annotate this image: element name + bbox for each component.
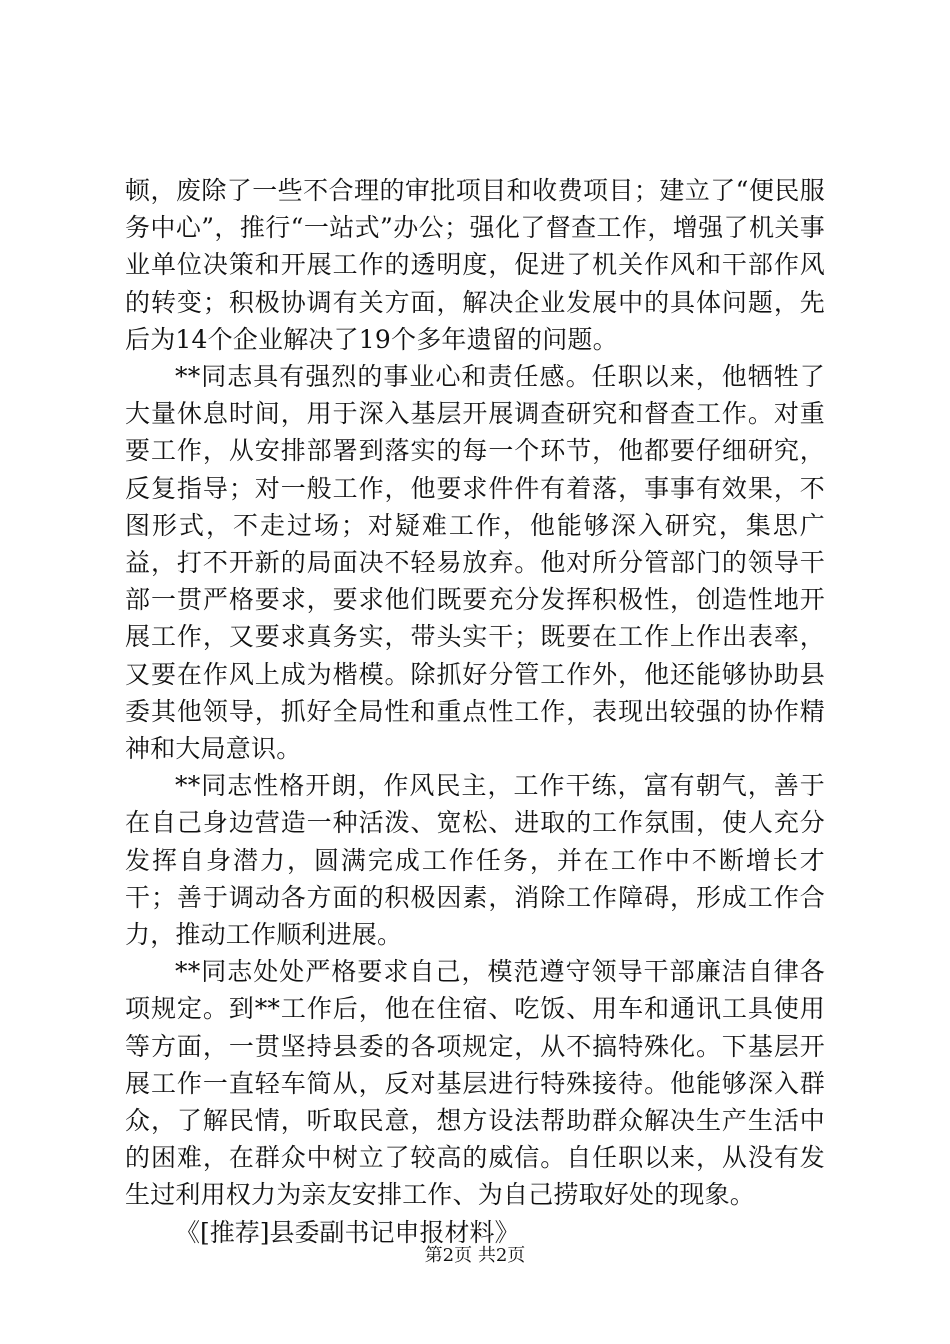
paragraph-3: **同志性格开朗，作风民主，工作干练，富有朝气，善于在自己身边营造一种活泼、宽松、进取的工作氛围，使人充分发挥自身潜力，圆满完成工作任务，并在工作中不断增长才干；善于调动各方面的积极因素，消除工作障碍，形成工作合力，推动工作顺利进展。 [125,771,825,950]
paragraph-4: **同志处处严格要求自己，模范遵守领导干部廉洁自律各项规定。到**工作后，他在住宿、吃饭、用车和通讯工具使用等方面，一贯坚持县委的各项规定，从不搞特殊化。下基层开展工作一直轻车简从，反对基层进行特殊接待。他能够深入群众，了解民情，听取民意，想方设法帮助群众解决生产生活中的困难，在群众中树立了较高的威信。自任职以来，从没有发生过利用权力为亲友安排工作、为自己捞取好处的现象。 [125,957,825,1210]
paragraph-2: **同志具有强烈的事业心和责任感。任职以来，他牺牲了大量休息时间，用于深入基层开展调查研究和督查工作。对重要工作，从安排部署到落实的每一个环节，他都要仔细研究，反复指导；对一般工作，他要求件件有着落，事事有效果，不图形式，不走过场；对疑难工作，他能够深入研究，集思广益，打不开新的局面决不轻易放弃。他对所分管部门的领导干部一贯严格要求，要求他们既要充分发挥积极性，创造性地开展工作，又要求真务实，带头实干；既要在工作上作出表率，又要在作风上成为楷模。除抓好分管工作外，他还能够协助县委其他领导，抓好全局性和重点性工作，表现出较强的协作精神和大局意识。 [125,362,825,764]
page-footer: 第2页 共2页 [424,1245,526,1266]
document-closing-title: 《[推荐]县委副书记申报材料》 [175,1217,520,1247]
document-body [125,172,825,1251]
paragraph-1: 顿，废除了一些不合理的审批项目和收费项目；建立了“便民服务中心”，推行“一站式”办公；强化了督查工作，增强了机关事业单位决策和开展工作的透明度，促进了机关作风和干部作风的转变；积极协调有关方面，解决企业发展中的具体问题，先后为14个企业解决了19个多年遗留的问题。 [125,176,825,354]
